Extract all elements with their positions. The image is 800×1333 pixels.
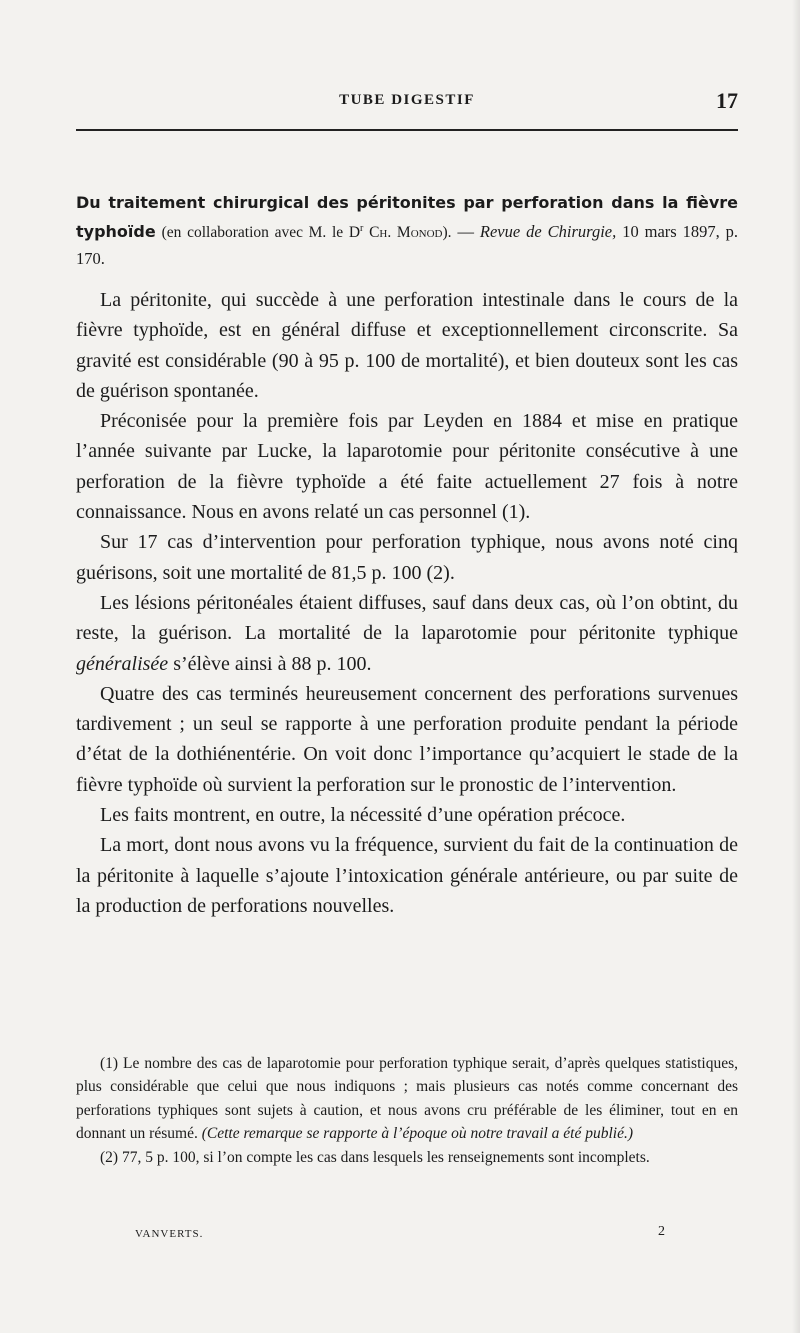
citation-reference: 10 mars 1897, p. 170. <box>76 222 739 269</box>
journal-name: Revue de Chirurgie, <box>479 222 617 242</box>
header-rule <box>76 129 738 131</box>
signature-number: 2 <box>658 1224 665 1239</box>
emphasis-text: généralisée <box>76 652 169 675</box>
paragraph: Préconisée pour la première fois par Leyden en 1884 et mise en pratique l’année suivante par Lucke, la laparotomie pour péritonite consécutive à une perforation de la fièvre typhoïde a été faite actuellement 27 fois à notre connaissance. Nous en avons relaté un cas personnel (1). <box>76 410 738 524</box>
printer-signature: VANVERTS. <box>135 1228 204 1240</box>
paragraph: Les lésions péritonéales étaient diffuses, sauf dans deux cas, où l’on obtint, du reste, la guérison. La mortalité de la laparotomie pour péritonite typhique généralisée s’élève ainsi à 88 p. 100. <box>76 591 738 675</box>
paragraph: Sur 17 cas d’intervention pour perforation typhique, nous avons noté cinq guérisons, soit une mortalité de 81,5 p. 100 (2). <box>76 531 738 584</box>
running-title: TUBE DIGESTIF <box>339 92 475 108</box>
paragraph: La péritonite, qui succède à une perforation intestinale dans le cours de la fièvre typhoïde, est en général diffuse et exceptionnellement circonscrite. Sa gravité est considérable (90 à 95 p. 100 de mortalité), et bien douteux sont les cas de guérison spontanée. <box>76 289 738 402</box>
collaboration-note: (en collaboration avec M. le $D^r$ Ch. Monod). <box>161 223 452 242</box>
paragraph: La mort, dont nous avons vu la fréquence, survient du fait de la continuation de la péritonite à laquelle s’ajoute l’intoxication générale antérieure, ou par suite de la production de perforations nouvelles. <box>76 834 738 917</box>
citation-dash: — <box>457 222 474 242</box>
article-title: Du traitement chirurgical des péritonites par perforation dans la fièvre typhoïde <box>76 193 738 242</box>
bibliographic-citation <box>76 190 738 272</box>
footnote-remark: (Cette remarque se rapporte à l’époque où notre travail a été publié.) <box>201 1125 634 1143</box>
page-number: 17 <box>716 88 738 113</box>
footnote: (2) 77, 5 p. 100, si l’on compte les cas dans lesquels les renseignements sont incomplets. <box>100 1148 650 1166</box>
body-text <box>76 285 738 921</box>
paragraph: Les faits montrent, en outre, la nécessité d’une opération précoce. <box>100 804 626 827</box>
page-edge-shadow <box>792 0 800 1333</box>
collaborator-name: Ch. Monod <box>369 224 443 242</box>
paragraph: Quatre des cas terminés heureusement concernent des perforations survenues tardivement ; un seul se rapporte à une perforation produite pendant la période d’état de la dothiénentérie. On voit donc l’importance qu’acquiert le stade de la fièvre typhoïde où survient la perforation sur le pronostic de l’intervention. <box>76 682 738 796</box>
running-header <box>76 88 738 118</box>
footnotes <box>76 1052 738 1169</box>
doctor-superscript: r <box>360 223 364 234</box>
footnote: (1) Le nombre des cas de laparotomie pour perforation typhique serait, d’après quelques statistiques, plus considérable que celui que nous indiquons ; mais plusieurs cas notés comme concernant des perforations typhiques sont sujets à caution, et nous avons cru préférable de les éliminer, tout en en donnant un résumé. (Cette remarque se rapporte à l’époque où notre travail a été publié.) <box>76 1055 738 1143</box>
